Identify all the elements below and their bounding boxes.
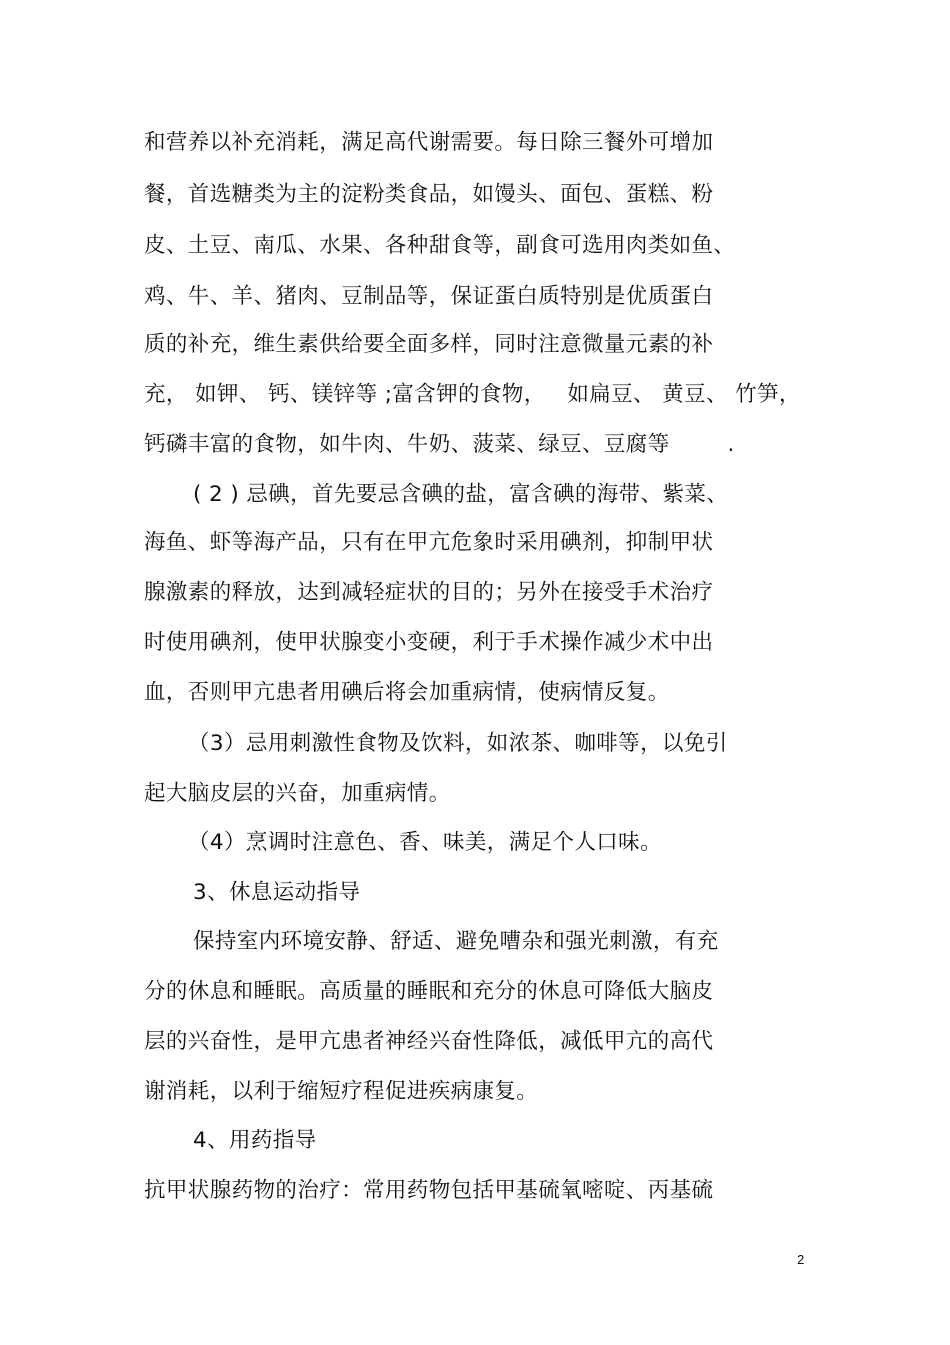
paragraph-5-line-2: 分的休息和睡眠。高质量的睡眠和充分的休息可降低大脑皮 [144,979,714,1004]
text-line-7: 钙磷丰富的食物，如牛肉、牛奶、菠菜、绿豆、豆腐等 . [144,432,735,457]
paragraph-4-line-1: （4）烹调时注意色、香、味美，满足个人口味。 [188,830,662,855]
paragraph-2-line-2: 海鱼、虾等海产品，只有在甲亢危象时采用碘剂，抑制甲状 [144,530,714,555]
paragraph-2-line-1: ( 2 ) 忌碘，首先要忌含碘的盐，富含碘的海带、紫菜、 [193,482,729,507]
paragraph-5-line-1: 保持室内环境安静、舒适、避免嘈杂和强光刺激，有充 [193,929,719,954]
text-line-1: 和营养以补充消耗，满足高代谢需要。每日除三餐外可增加 [144,130,714,155]
page-number: 2 [797,1252,805,1267]
section-heading-rest-exercise: 3、休息运动指导 [193,880,361,905]
paragraph-2-line-5: 血，否则甲亢患者用碘后将会加重病情，使病情反复。 [144,680,670,705]
text-line-3: 皮、土豆、南瓜、水果、各种甜食等，副食可选用肉类如鱼、 [144,233,736,258]
paragraph-3-line-2: 起大脑皮层的兴奋，加重病情。 [144,781,451,806]
paragraph-3-line-1: （3）忌用刺激性食物及饮料，如浓茶、咖啡等，以免引 [188,731,728,756]
paragraph-5-line-4: 谢消耗，以利于缩短疗程促进疾病康复。 [144,1079,539,1104]
text-line-5: 质的补充，维生素供给要全面多样，同时注意微量元素的补 [144,332,714,357]
text-line-6: 充， 如钾、 钙、镁锌等 ;富含钾的食物， 如扁豆、 黄豆、 竹笋， [144,382,801,407]
paragraph-2-line-4: 时使用碘剂，使甲状腺变小变硬，利于手术操作减少术中出 [144,630,714,655]
text-line-2: 餐，首选糖类为主的淀粉类食品，如馒头、面包、蛋糕、粉 [144,182,714,207]
paragraph-5-line-3: 层的兴奋性，是甲亢患者神经兴奋性降低，减低甲亢的高代 [144,1029,714,1054]
paragraph-2-line-3: 腺激素的释放，达到减轻症状的目的；另外在接受手术治疗 [144,580,714,605]
paragraph-6-line-1: 抗甲状腺药物的治疗：常用药物包括甲基硫氧嘧啶、丙基硫 [144,1178,714,1203]
text-line-4: 鸡、牛、羊、猪肉、豆制品等，保证蛋白质特别是优质蛋白 [144,284,714,309]
section-heading-medication: 4、用药指导 [193,1128,317,1153]
